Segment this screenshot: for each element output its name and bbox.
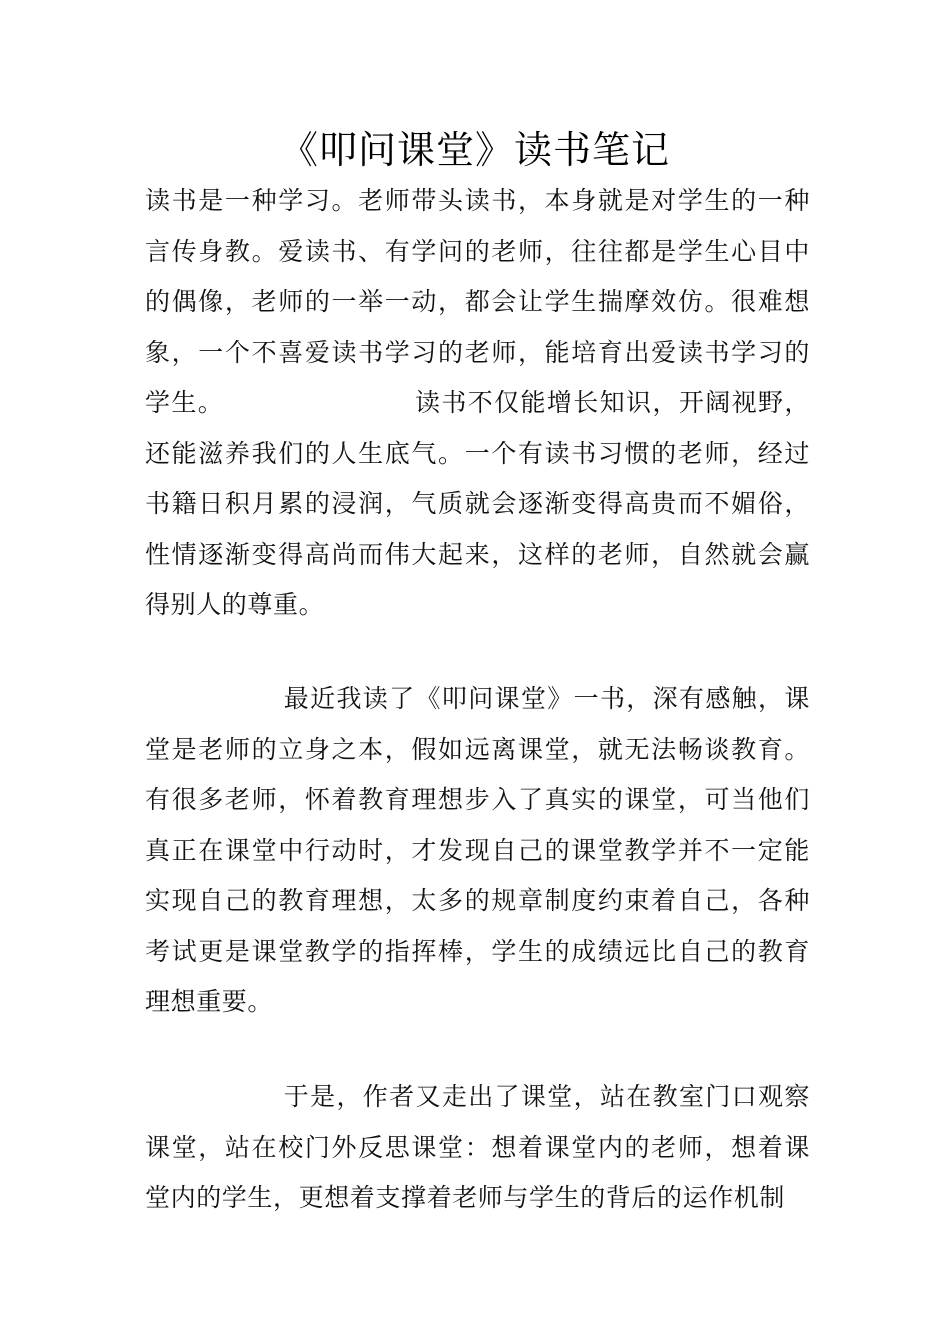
paragraph-2: [145, 674, 810, 1028]
paragraph-1-part-1: 读书是一种学习。老师带头读书，本身就是对学生的一种言传身教。爱读书、有学问的老师，往往都是学生心目中的偶像，老师的一举一动，都会让学生揣摩效仿。很难想象，一个不喜爱读书学习的老师，能培育出爱读书学习的学生。: [145, 186, 810, 417]
paragraph-2-text: 最近我读了《叩问课堂》一书，深有感触，课堂是老师的立身之本，假如远离课堂，就无法畅谈教育。有很多老师，怀着教育理想步入了真实的课堂，可当他们真正在课堂中行动时，才发现自己的课堂教学并不一定能实现自己的教育理想，太多的规章制度约束着自己，各种考试更是课堂教学的指挥棒，学生的成绩远比自己的教育理想重要。: [145, 684, 810, 1016]
paragraph-1: [145, 176, 810, 631]
paragraph-3: [145, 1072, 810, 1224]
paragraph-1-part-2: 读书不仅能增长知识，开阔视野，还能滋养我们的人生底气。一个有读书习惯的老师，经过书籍日积月累的浸润，气质就会逐渐变得高贵而不媚俗，性情逐渐变得高尚而伟大起来，这样的老师，自然就会赢得别人的尊重。: [145, 388, 810, 619]
paragraph-3-text: 于是，作者又走出了课堂，站在教室门口观察课堂，站在校门外反思课堂：想着课堂内的老师，想着课堂内的学生，更想着支撑着老师与学生的背后的运作机制: [145, 1082, 810, 1212]
document-title: 《叩问课堂》读书笔记: [279, 128, 670, 172]
